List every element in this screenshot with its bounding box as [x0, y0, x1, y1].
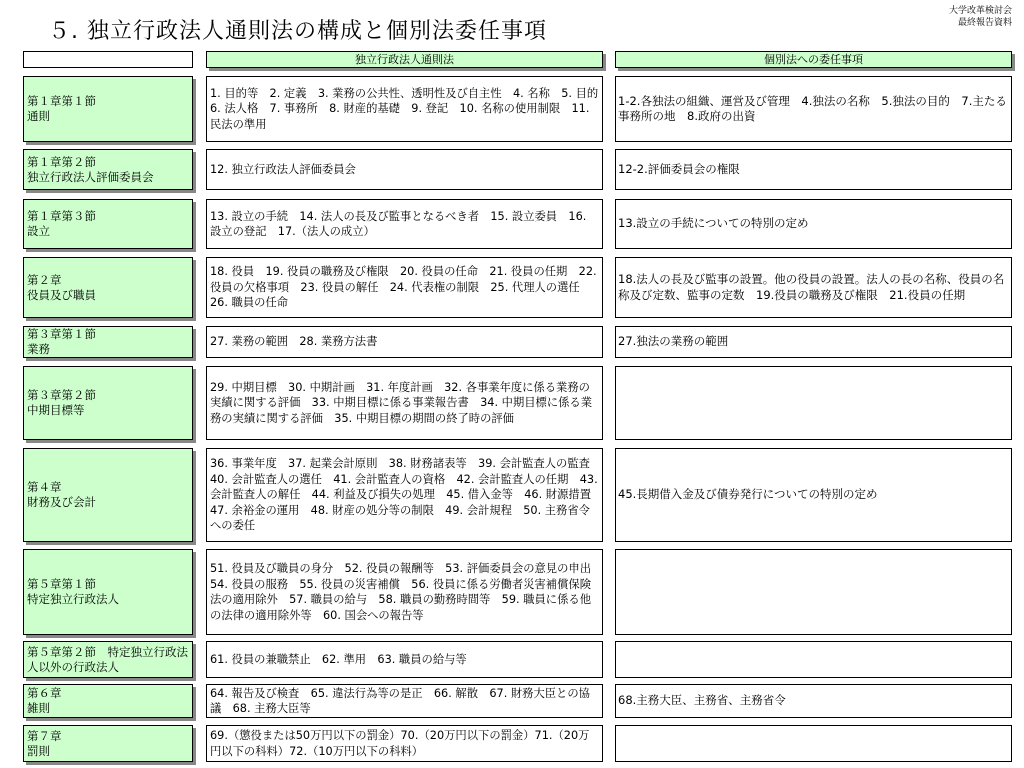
table-row — [0, 448, 1024, 542]
table-row — [0, 257, 1024, 318]
chapter-cell: 第４章 財務及び会計 — [23, 448, 193, 542]
law-articles-cell: 29. 中期目標 30. 中期計画 31. 年度計画 32. 各事業年度に係る業務の実績に関する評価 33. 中期目標に係る事業報告書 34. 中期目標に係る業務の実績に関する評価 35. 中期目標の期間の終了時の評価 — [206, 366, 603, 440]
chapter-cell: 第１章第１節 通則 — [23, 76, 193, 142]
delegation-cell: 27.独法の業務の範囲 — [615, 326, 1012, 358]
header-blank-cell — [23, 51, 193, 68]
delegation-cell: 12-2.評価委員会の権限 — [615, 149, 1012, 190]
law-articles-cell: 1. 目的等 2. 定義 3. 業務の公共性、透明性及び自主性 4. 名称 5. 目的 6. 法人格 7. 事務所 8. 財産的基礎 9. 登記 10. 名称の使用制限 11. 民法の準用 — [206, 76, 603, 142]
law-articles-cell: 51. 役員及び職員の身分 52. 役員の報酬等 53. 評価委員会の意見の申出 54. 役員の服務 55. 役員の災害補償 56. 役員に係る労働者災害補償保険法の適用除外 57. 職員の給与 58. 職員の勤務時間等 59. 職員に係る他の法律の適用除外等 60. 国会への報告等 — [206, 549, 603, 635]
law-articles-cell: 12. 独立行政法人評価委員会 — [206, 149, 603, 190]
page-title: ５. 独立行政法人通則法の構成と個別法委任事項 — [48, 19, 547, 44]
delegation-cell: 1-2.各独法の組織、運営及び管理 4.独法の名称 5.独法の目的 7.主たる事務所の地 8.政府の出資 — [615, 76, 1012, 142]
law-articles-cell: 64. 報告及び検査 65. 違法行為等の是正 66. 解散 67. 財務大臣との協議 68. 主務大臣等 — [206, 684, 603, 718]
law-articles-cell: 61. 役員の兼職禁止 62. 準用 63. 職員の給与等 — [206, 641, 603, 678]
chapter-cell: 第３章第２節 中期目標等 — [23, 366, 193, 440]
source-note — [949, 5, 1012, 29]
chapter-cell: 第２章 役員及び職員 — [23, 257, 193, 318]
chapter-cell: 第３章第１節 業務 — [23, 326, 193, 358]
delegation-cell — [615, 549, 1012, 635]
table-row — [0, 549, 1024, 635]
delegation-cell — [615, 641, 1012, 678]
delegation-cell: 18.法人の長及び監事の設置。他の役員の設置。法人の長の名称、役員の名称及び定数、監事の定数 19.役員の職務及び権限 21.役員の任期 — [615, 257, 1012, 318]
source-line: 最終報告資料 — [957, 18, 1012, 28]
delegation-cell: 68.主務大臣、主務省、主務省令 — [615, 684, 1012, 718]
chapter-cell: 第５章第２節 特定独立行政法人以外の行政法人 — [23, 641, 193, 678]
table-row — [0, 199, 1024, 249]
law-articles-cell: 18. 役員 19. 役員の職務及び権限 20. 役員の任命 21. 役員の任期 22. 役員の欠格事項 23. 役員の解任 24. 代表権の制限 25. 代理人の選任 26. 職員の任命 — [206, 257, 603, 318]
table-row — [0, 641, 1024, 678]
table-row — [0, 366, 1024, 440]
source-line: 大学改革検討会 — [948, 6, 1012, 16]
chapter-cell: 第１章第３節 設立 — [23, 199, 193, 249]
delegation-cell — [615, 725, 1012, 762]
table-row — [0, 76, 1024, 142]
header-delegation: 個別法への委任事項 — [615, 51, 1012, 68]
law-articles-cell: 27. 業務の範囲 28. 業務方法書 — [206, 326, 603, 358]
chapter-cell: 第６章 雑則 — [23, 684, 193, 718]
table-row — [0, 326, 1024, 358]
header-general-law: 独立行政法人通則法 — [206, 51, 603, 68]
law-articles-cell: 36. 事業年度 37. 起業会計原則 38. 財務諸表等 39. 会計監査人の監査 40. 会計監査人の選任 41. 会計監査人の資格 42. 会計監査人の任期 43. 会計監査人の解任 44. 利益及び損失の処理 45. 借入金等 46. 財源措置 47. 余裕金の運用 48. 財産の処分等の制限 49. 会計規程 50. 主務省令への委任 — [206, 448, 603, 542]
delegation-cell — [615, 366, 1012, 440]
table-row — [0, 725, 1024, 762]
law-articles-cell: 69.（懲役または50万円以下の罰金）70.（20万円以下の罰金）71.（20万円以下の科料）72.（10万円以下の科料） — [206, 725, 603, 762]
table-row — [0, 684, 1024, 718]
law-articles-cell: 13. 設立の手続 14. 法人の長及び監事となるべき者 15. 設立委員 16. 設立の登記 17.（法人の成立） — [206, 199, 603, 249]
table-row — [0, 149, 1024, 190]
chapter-cell: 第１章第２節 独立行政法人評価委員会 — [23, 149, 193, 190]
delegation-cell: 13.設立の手続についての特別の定め — [615, 199, 1012, 249]
delegation-cell: 45.長期借入金及び債券発行についての特別の定め — [615, 448, 1012, 542]
chapter-cell: 第７章 罰則 — [23, 725, 193, 762]
chapter-cell: 第５章第１節 特定独立行政法人 — [23, 549, 193, 635]
